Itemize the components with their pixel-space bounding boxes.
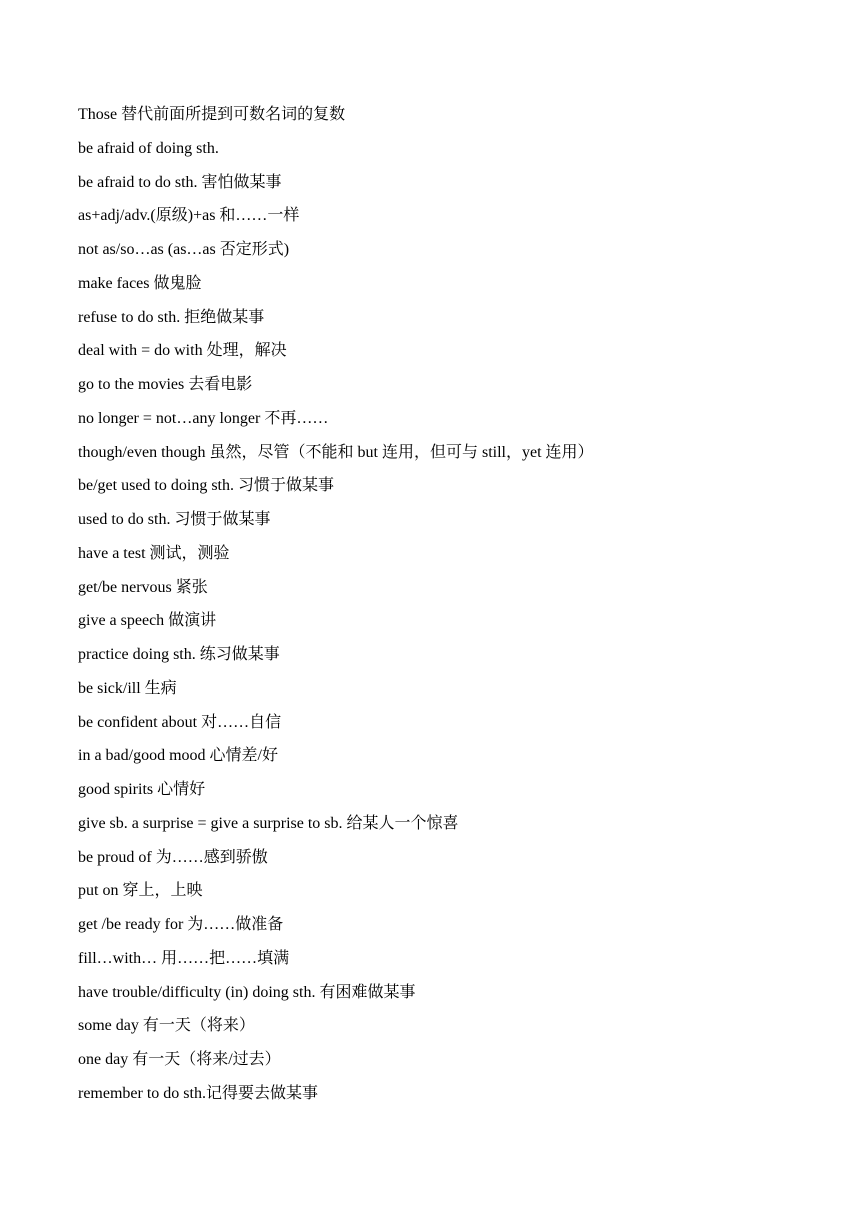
phrase-line: refuse to do sth. 拒绝做某事: [78, 308, 265, 326]
phrase-line: be afraid of doing sth.: [78, 139, 219, 157]
phrase-line: put on 穿上，上映: [78, 882, 203, 900]
phrase-line: go to the movies 去看电影: [78, 376, 253, 393]
phrase-line: be proud of 为……感到骄傲: [78, 848, 268, 866]
phrase-line: fill…with… 用……把……填满: [78, 949, 290, 967]
phrase-line: give sb. a surprise = give a surprise to sb. 给某人一个惊喜: [78, 814, 459, 832]
phrase-list: [78, 103, 838, 1116]
phrase-line: be afraid to do sth. 害怕做某事: [78, 173, 282, 191]
phrase-line: used to do sth. 习惯于做某事: [78, 511, 271, 528]
phrase-line: give a speech 做演讲: [78, 612, 217, 630]
phrase-line: get/be nervous 紧张: [78, 578, 208, 596]
phrase-line: in a bad/good mood 心情差/好: [78, 747, 278, 765]
phrase-line: be/get used to doing sth. 习惯于做某事: [78, 477, 334, 495]
phrase-line: as+adj/adv.(原级)+as 和……一样: [78, 207, 300, 225]
phrase-line: practice doing sth. 练习做某事: [78, 646, 280, 663]
phrase-line: some day 有一天（将来）: [78, 1017, 255, 1035]
phrase-line: Those 替代前面所提到可数名词的复数: [78, 106, 346, 123]
phrase-line: get /be ready for 为……做准备: [78, 916, 284, 933]
phrase-line: remember to do sth.记得要去做某事: [78, 1084, 318, 1102]
phrase-line: good spirits 心情好: [78, 781, 206, 798]
phrase-line: be confident about 对……自信: [78, 713, 282, 731]
phrase-line: no longer = not…any longer 不再……: [78, 409, 329, 427]
phrase-line: one day 有一天（将来/过去）: [78, 1051, 281, 1068]
phrase-line: be sick/ill 生病: [78, 679, 177, 697]
phrase-line: make faces 做鬼脸: [78, 274, 202, 292]
phrase-line: though/even though 虽然，尽管（不能和 but 连用，但可与 still，yet 连用）: [78, 443, 594, 461]
phrase-line: deal with = do with 处理，解决: [78, 342, 287, 360]
phrase-line: have a test 测试，测验: [78, 544, 230, 562]
phrase-line: not as/so…as (as…as 否定形式): [78, 241, 290, 258]
phrase-line: have trouble/difficulty (in) doing sth. 有困难做某事: [78, 983, 416, 1001]
